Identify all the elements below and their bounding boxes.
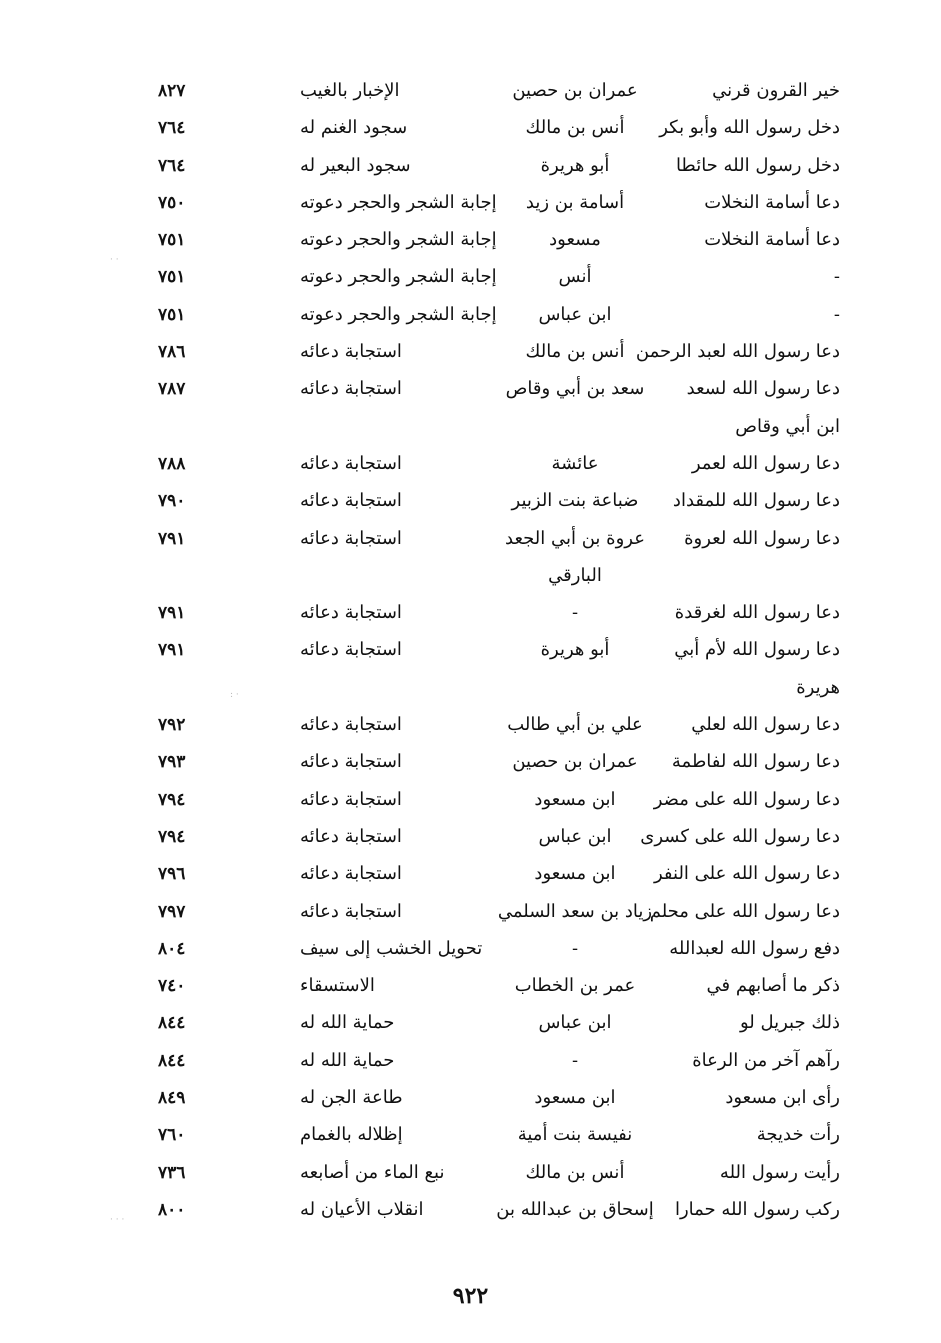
- hadith-phrase: دعا رسول الله على محلم: [649, 900, 840, 922]
- topic-text: حماية الله له: [300, 1012, 395, 1034]
- narrator-name: ابن مسعود: [534, 1087, 616, 1109]
- index-row: [150, 1081, 850, 1118]
- page-reference: ٧٥١: [158, 230, 186, 251]
- narrator-name: أنس بن مالك: [525, 341, 625, 363]
- index-row: [150, 260, 850, 297]
- page-reference: ٧٩١: [158, 603, 186, 624]
- narrator-name: ابن عباس: [538, 1012, 612, 1034]
- page-reference: ٧٩٧: [158, 901, 186, 922]
- hadith-phrase: هريرة: [796, 676, 840, 698]
- hadith-phrase: -: [833, 303, 840, 325]
- page-reference: ٧٩٢: [158, 715, 186, 736]
- index-row: [150, 149, 850, 186]
- hadith-phrase: دخل رسول الله حائطا: [675, 154, 840, 176]
- topic-text: استجابة دعائه: [300, 639, 402, 661]
- narrator-name: أبو هريرة: [540, 154, 610, 176]
- hadith-phrase: دعا أسامة النخلات: [704, 229, 840, 251]
- index-row: [150, 1118, 850, 1155]
- index-row: [150, 298, 850, 335]
- topic-text: نبع الماء من أصابعه: [300, 1161, 445, 1183]
- index-row: [150, 186, 850, 223]
- index-row: [150, 1006, 850, 1043]
- index-row: [150, 969, 850, 1006]
- topic-text: استجابة دعائه: [300, 825, 402, 847]
- index-row: [150, 633, 850, 670]
- hadith-phrase: دعا رسول الله على النفر: [653, 863, 840, 885]
- hadith-phrase: دعا رسول الله لأم أبي: [674, 639, 840, 661]
- page-reference: ٧٩٠: [158, 491, 186, 512]
- page-reference: ٨٢٧: [158, 81, 186, 101]
- index-row: [150, 783, 850, 820]
- page-reference: ٧٦٠: [158, 1125, 186, 1146]
- topic-text: طاعة الجن له: [300, 1087, 403, 1109]
- narrator-name: أبو هريرة: [540, 639, 610, 661]
- narrator-name: عائشة: [551, 452, 599, 474]
- page-reference: ٨٠٤: [158, 938, 186, 959]
- narrator-name: ابن مسعود: [534, 863, 616, 885]
- topic-text: استجابة دعائه: [300, 490, 402, 512]
- topic-text: استجابة دعائه: [300, 378, 402, 400]
- scan-speck: : ·: [230, 690, 239, 700]
- hadith-phrase: دعا رسول الله على مضر: [653, 788, 840, 810]
- topic-text: تحويل الخشب إلى سيف: [300, 937, 483, 959]
- narrator-name: أسامة بن زيد: [525, 191, 625, 213]
- narrator-name: مسعود: [549, 229, 601, 251]
- index-row: [150, 671, 850, 708]
- index-row: [150, 372, 850, 409]
- index-row: [150, 708, 850, 745]
- index-table: [150, 74, 850, 1230]
- topic-text: استجابة دعائه: [300, 788, 402, 810]
- hadith-phrase: دعا رسول الله لعمر: [691, 452, 840, 474]
- topic-text: سجود الغنم له: [300, 117, 408, 139]
- topic-text: إجابة الشجر والحجر دعوته: [300, 303, 497, 325]
- topic-text: إجابة الشجر والحجر دعوته: [300, 229, 497, 251]
- scan-speck: · ·: [110, 255, 119, 265]
- hadith-phrase: رأت خديجة: [756, 1124, 840, 1146]
- narrator-name: عمر بن الخطاب: [514, 975, 636, 997]
- index-row: [150, 111, 850, 148]
- narrator-name: نفيسة بنت أمية: [517, 1124, 633, 1146]
- index-row: [150, 484, 850, 521]
- page-reference: ٧٣٦: [158, 1162, 186, 1183]
- narrator-name: عروة بن أبي الجعد: [505, 527, 645, 549]
- page-reference: ٨٠٠: [158, 1199, 186, 1220]
- page-reference: ٧٤٠: [158, 976, 186, 997]
- narrator-name: -: [571, 937, 579, 959]
- index-row: [150, 745, 850, 782]
- narrator-name: عمران بن حصين: [512, 751, 638, 773]
- hadith-phrase: دعا رسول الله لسعد: [686, 378, 840, 400]
- hadith-phrase: ذلك جبريل لو: [739, 1012, 840, 1034]
- hadith-phrase: ركب رسول الله حمارا: [674, 1198, 840, 1220]
- index-row: [150, 74, 850, 111]
- topic-text: استجابة دعائه: [300, 714, 402, 736]
- index-row: [150, 223, 850, 260]
- hadith-phrase: دعا رسول الله لعلي: [691, 714, 840, 736]
- page-number: ٩٢٢: [452, 1283, 489, 1309]
- narrator-name: -: [571, 602, 579, 624]
- hadith-phrase: دعا رسول الله لفاطمة: [671, 751, 840, 773]
- hadith-phrase: ذكر ما أصابهم في: [706, 975, 840, 997]
- topic-text: استجابة دعائه: [300, 900, 402, 922]
- topic-text: إجابة الشجر والحجر دعوته: [300, 266, 497, 288]
- narrator-name: ابن مسعود: [534, 788, 616, 810]
- index-row: [150, 447, 850, 484]
- index-row: [150, 1044, 850, 1081]
- narrator-name: زياد بن سعد السلمي: [497, 900, 653, 922]
- topic-text: إظلاله بالغمام: [300, 1124, 403, 1146]
- page-reference: ٧٩١: [158, 528, 186, 549]
- topic-text: حماية الله له: [300, 1049, 395, 1071]
- page-reference: ٧٩٤: [158, 826, 186, 847]
- page-reference: ٨٤٩: [158, 1088, 186, 1109]
- page-reference: ٨٤٤: [158, 1013, 186, 1034]
- topic-text: استجابة دعائه: [300, 863, 402, 885]
- narrator-name: أنس بن مالك: [525, 117, 625, 139]
- narrator-name: ابن عباس: [538, 303, 612, 325]
- page-reference: ٧٩٣: [158, 752, 186, 773]
- topic-text: سجود البعير له: [300, 154, 411, 176]
- topic-text: استجابة دعائه: [300, 602, 402, 624]
- topic-text: استجابة دعائه: [300, 527, 402, 549]
- index-row: [150, 895, 850, 932]
- index-row: [150, 522, 850, 559]
- hadith-phrase: دعا رسول الله على كسرى: [640, 825, 840, 847]
- hadith-phrase: دعا رسول الله للمقداد: [672, 490, 840, 512]
- index-row: [150, 335, 850, 372]
- page-reference: ٨٤٤: [158, 1050, 186, 1071]
- hadith-phrase: دفع رسول الله لعبدالله: [669, 937, 840, 959]
- hadith-phrase: دعا رسول الله لعروة: [684, 527, 840, 549]
- page-reference: ٧٦٤: [158, 118, 186, 139]
- index-row: [150, 559, 850, 596]
- narrator-name: عمران بن حصين: [512, 80, 638, 101]
- hadith-phrase: دعا رسول الله لغرقدة: [674, 602, 840, 624]
- narrator-name: البارقي: [548, 564, 602, 586]
- narrator-name: أنس: [558, 266, 592, 288]
- page-reference: ٧٨٦: [158, 342, 186, 363]
- page-reference: ٧٨٨: [158, 453, 186, 474]
- index-row: [150, 932, 850, 969]
- hadith-phrase: رأيت رسول الله: [719, 1161, 840, 1183]
- topic-text: الإخبار بالغيب: [300, 80, 400, 101]
- narrator-name: -: [571, 1049, 579, 1071]
- hadith-phrase: ابن أبي وقاص: [735, 415, 840, 437]
- narrator-name: إسحاق بن عبدالله بن: [496, 1198, 654, 1220]
- topic-text: إجابة الشجر والحجر دعوته: [300, 191, 497, 213]
- narrator-name: ابن عباس: [538, 825, 612, 847]
- page-reference: ٧٩٦: [158, 864, 186, 885]
- page-reference: ٧٨٧: [158, 379, 186, 400]
- page-reference: ٧٦٤: [158, 155, 186, 176]
- topic-text: استجابة دعائه: [300, 341, 402, 363]
- page-reference: ٧٩١: [158, 640, 186, 661]
- page-reference: ٧٥٠: [158, 192, 186, 213]
- topic-text: استجابة دعائه: [300, 452, 402, 474]
- topic-text: استجابة دعائه: [300, 751, 402, 773]
- hadith-phrase: -: [833, 266, 840, 288]
- topic-text: انقلاب الأعيان له: [300, 1198, 424, 1220]
- hadith-phrase: دعا رسول الله لعبد الرحمن: [635, 341, 840, 363]
- hadith-phrase: رأى ابن مسعود: [725, 1087, 840, 1109]
- index-row: [150, 857, 850, 894]
- index-row: [150, 596, 850, 633]
- hadith-phrase: خير القرون قرني: [712, 80, 840, 101]
- index-row: [150, 1193, 850, 1230]
- page-reference: ٧٩٤: [158, 789, 186, 810]
- hadith-phrase: دخل رسول الله وأبو بكر: [659, 117, 840, 139]
- page-reference: ٧٥١: [158, 267, 186, 288]
- page-reference: ٧٥١: [158, 304, 186, 325]
- hadith-phrase: رآهم آخر من الرعاة: [692, 1049, 840, 1071]
- scan-speck: · · ·: [110, 1215, 125, 1225]
- narrator-name: علي بن أبي طالب: [507, 714, 643, 736]
- index-row: [150, 410, 850, 447]
- hadith-phrase: دعا أسامة النخلات: [704, 191, 840, 213]
- narrator-name: ضباعة بنت الزبير: [511, 490, 639, 512]
- narrator-name: سعد بن أبي وقاص: [505, 378, 645, 400]
- topic-text: الاستسقاء: [300, 975, 375, 997]
- index-row: [150, 820, 850, 857]
- narrator-name: أنس بن مالك: [525, 1161, 625, 1183]
- index-row: [150, 1156, 850, 1193]
